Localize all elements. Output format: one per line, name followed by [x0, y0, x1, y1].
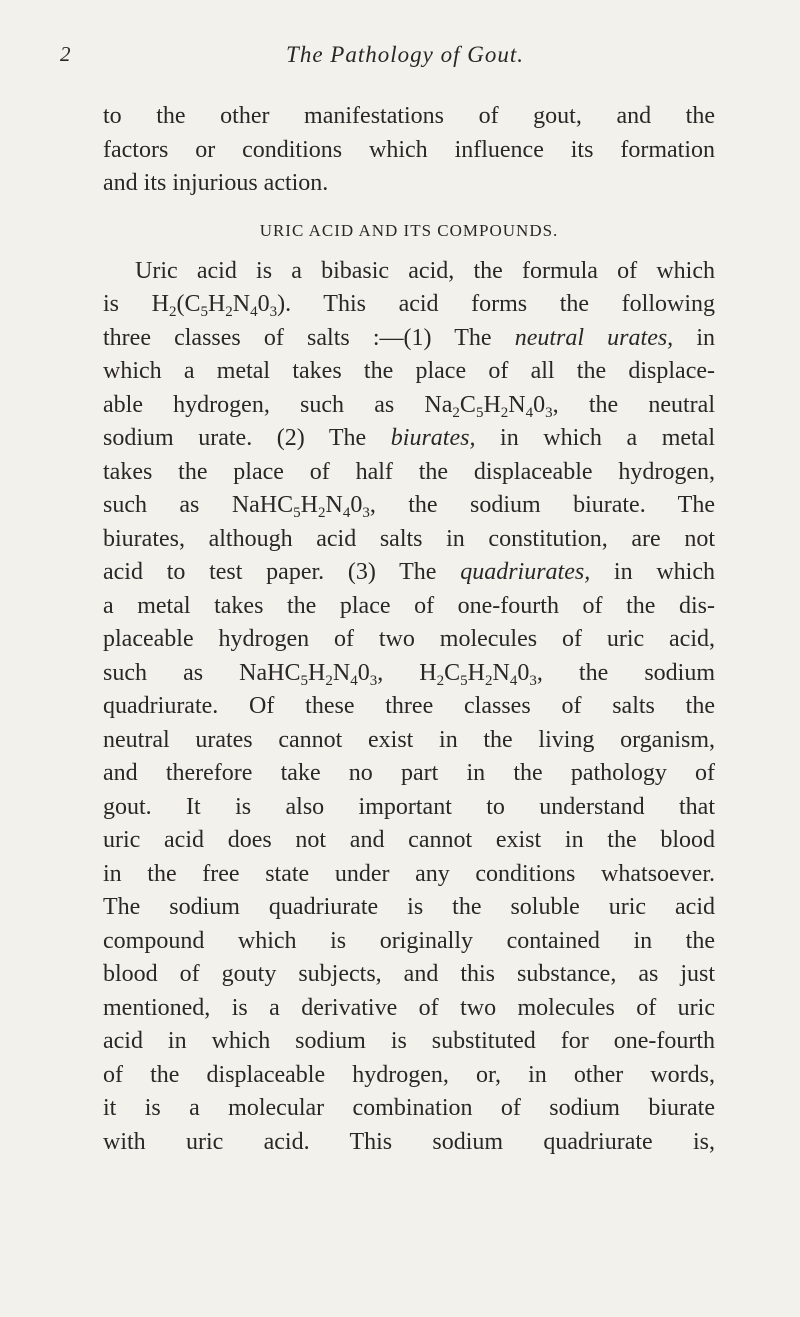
text-line: in the free state under any conditions whatsoever. [103, 860, 715, 887]
text-line: acid in which sodium is substituted for one-fourth [103, 1028, 715, 1054]
text-line: sodium urate. (2) The biurates, in which a metal [103, 425, 715, 451]
text-line: acid to test paper. (3) The quadriurates, in which [103, 559, 715, 585]
text-line: and its injurious action. [103, 170, 329, 196]
text-line: quadriurate. Of these three classes of salts the [103, 693, 715, 719]
text-line: of the displaceable hydrogen, or, in other words, [103, 1061, 715, 1088]
text-line: to the other manifestations of gout, and the [103, 103, 715, 129]
page-number: 2 [60, 42, 71, 66]
text-line: it is a molecular combination of sodium biurate [103, 1095, 715, 1121]
text-line: which a metal takes the place of all the displace- [103, 358, 715, 384]
text-line: neutral urates cannot exist in the living organism, [103, 726, 715, 753]
text-line: compound which is originally contained in the [103, 927, 715, 954]
body-text [103, 100, 715, 1159]
text-line: placeable hydrogen of two molecules of uric acid, [103, 626, 715, 652]
text-line-formula: such as $NaHC_5H_2N_40_3$, the sodium biurate. The [103, 492, 715, 521]
running-head: The Pathology of Gout. [286, 42, 524, 67]
text-line: The sodium quadriurate is the soluble uric acid [103, 894, 715, 920]
page-header [60, 42, 750, 74]
text-line: uric acid does not and cannot exist in the blood [103, 827, 715, 853]
text-line-formula: able hydrogen, such as $Na_2C_5H_2N_40_3$, the neutral [103, 391, 715, 421]
text-line-formula: is $H_2(C_5H_2N_40_3)$. This acid forms the following [103, 291, 716, 320]
text-line: takes the place of half the displaceable hydrogen, [103, 458, 715, 485]
text-line: Uric acid is a bibasic acid, the formula of which [135, 257, 715, 284]
text-line: three classes of salts :—(1) The neutral urates, in [103, 324, 716, 351]
text-line: and therefore take no part in the pathology of [103, 760, 715, 786]
text-line-formula: such as $NaHC_5H_2N_40_3$, $H_2C_5H_2N_40_3$, the sodium [103, 659, 716, 689]
text-line: gout. It is also important to understand that [103, 793, 715, 820]
text-line: blood of gouty subjects, and this substance, as just [103, 961, 715, 987]
text-line: biurates, although acid salts in constitution, are not [103, 525, 715, 552]
text-line: with uric acid. This sodium quadriurate is, [103, 1128, 715, 1155]
text-line: factors or conditions which influence its formation [103, 136, 715, 163]
section-heading: URIC ACID AND ITS COMPOUNDS. [259, 220, 559, 240]
text-line: a metal takes the place of one-fourth of the dis- [103, 592, 715, 619]
text-line: mentioned, is a derivative of two molecules of uric [103, 994, 715, 1021]
